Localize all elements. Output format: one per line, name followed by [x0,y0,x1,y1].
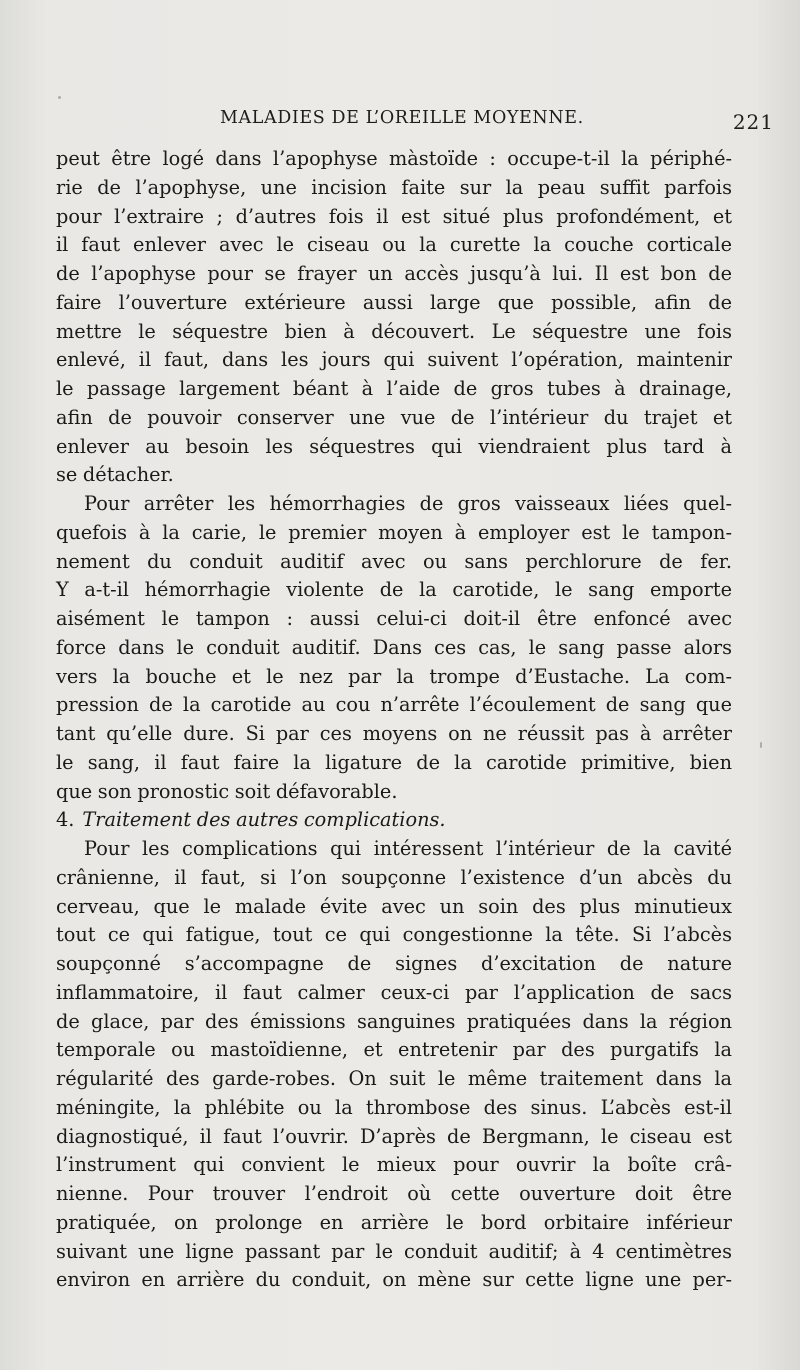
text-line: le sang, il faut faire la ligature de la carotide primitive, bien [56,750,732,774]
page-number: 221 [732,110,774,134]
paper-speck [58,96,61,99]
text-line: nienne. Pour trouver l’endroit où cette ouverture doit être [56,1182,732,1205]
text-line: de l’apophyse pour se frayer un accès jusqu’à lui. Il est bon de [56,262,732,285]
text-line: crânienne, il faut, si l’on soupçonne l’existence d’un abcès du [56,865,732,889]
text-line: Pour arrêter les hémorrhagies de gros vaisseaux liées quel- [84,492,732,515]
text-line: mettre le séquestre bien à découvert. Le séquestre une fois [56,319,732,343]
text-line: nement du conduit auditif avec ou sans perchlorure de fer. [56,549,732,573]
text-line: aisément le tampon : aussi celui-ci doit-il être enfoncé avec [56,607,732,630]
text-line: suivant une ligne passant par le conduit auditif; à 4 centimètres [56,1239,732,1263]
text-line: rie de l’apophyse, une incision faite sur la peau suffit parfois [56,175,732,199]
text-line: se détacher. [56,463,174,487]
text-line: pratiquée, on prolonge en arrière le bord orbitaire inférieur [56,1210,732,1234]
text-line: Pour les complications qui intéressent l’intérieur de la cavité [84,837,732,860]
text-line: tant qu’elle dure. Si par ces moyens on ne réussit pas à arrêter [56,722,732,745]
text-line: Y a-t-il hémorrhagie violente de la carotide, le sang emporte [56,578,732,602]
text-line: diagnostiqué, il faut l’ouvrir. D’après de Bergmann, le ciseau est [56,1124,732,1148]
text-line: de glace, par des émissions sanguines pratiquées dans la région [56,1009,732,1033]
text-line: peut être logé dans l’apophyse màstoïde : occupe-t-il la périphé- [56,147,732,170]
paper-speck [760,742,762,748]
text-line: enlever au besoin les séquestres qui viendraient plus tard à [56,434,732,458]
text-line: cerveau, que le malade évite avec un soin des plus minutieux [56,894,732,918]
section-number: 4. [56,808,75,832]
text-line: le passage largement béant à l’aide de gros tubes à drainage, [56,377,732,400]
text-line: il faut enlever avec le ciseau ou la curette la couche corticale [56,233,732,257]
text-line: soupçonné s’accompagne de signes d’excitation de nature [56,952,732,975]
section-heading [56,806,732,835]
text-line: inflammatoire, il faut calmer ceux-ci par l’application de sacs [56,980,732,1004]
text-line: l’instrument qui convient le mieux pour ouvrir la boîte crâ- [56,1153,732,1177]
text-line: vers la bouche et le nez par la trompe d’Eustache. La com- [56,664,732,688]
text-line: faire l’ouverture extérieure aussi large que possible, afin de [56,290,732,314]
page-header [220,108,782,138]
text-line: environ en arrière du conduit, on mène sur cette ligne une per- [56,1268,732,1292]
section-title: Traitement des autres complications. [82,808,446,832]
text-line: enlevé, il faut, dans les jours qui suivent l’opération, maintenir [56,348,732,372]
text-line: force dans le conduit auditif. Dans ces cas, le sang passe alors [56,635,732,659]
text-line: régularité des garde-robes. On suit le même traitement dans la [56,1067,732,1090]
text-line: méningite, la phlébite ou la thrombose des sinus. L’abcès est-il [56,1095,732,1119]
text-line: pression de la carotide au cou n’arrête l’écoulement de sang que [56,693,732,717]
text-line: que son pronostic soit défavorable. [56,779,398,803]
running-title: MALADIES DE L’OREILLE MOYENNE. [220,108,584,128]
text-line: tout ce qui fatigue, tout ce qui congestionne la tête. Si l’abcès [56,923,732,947]
text-line: temporale ou mastoïdienne, et entretenir par des purgatifs la [56,1038,732,1062]
body-text [56,145,732,1295]
text-line: quefois à la carie, le premier moyen à employer est le tampon- [56,520,732,544]
text-line: pour l’extraire ; d’autres fois il est situé plus profondément, et [56,204,732,228]
text-line: afin de pouvoir conserver une vue de l’intérieur du trajet et [56,405,732,429]
